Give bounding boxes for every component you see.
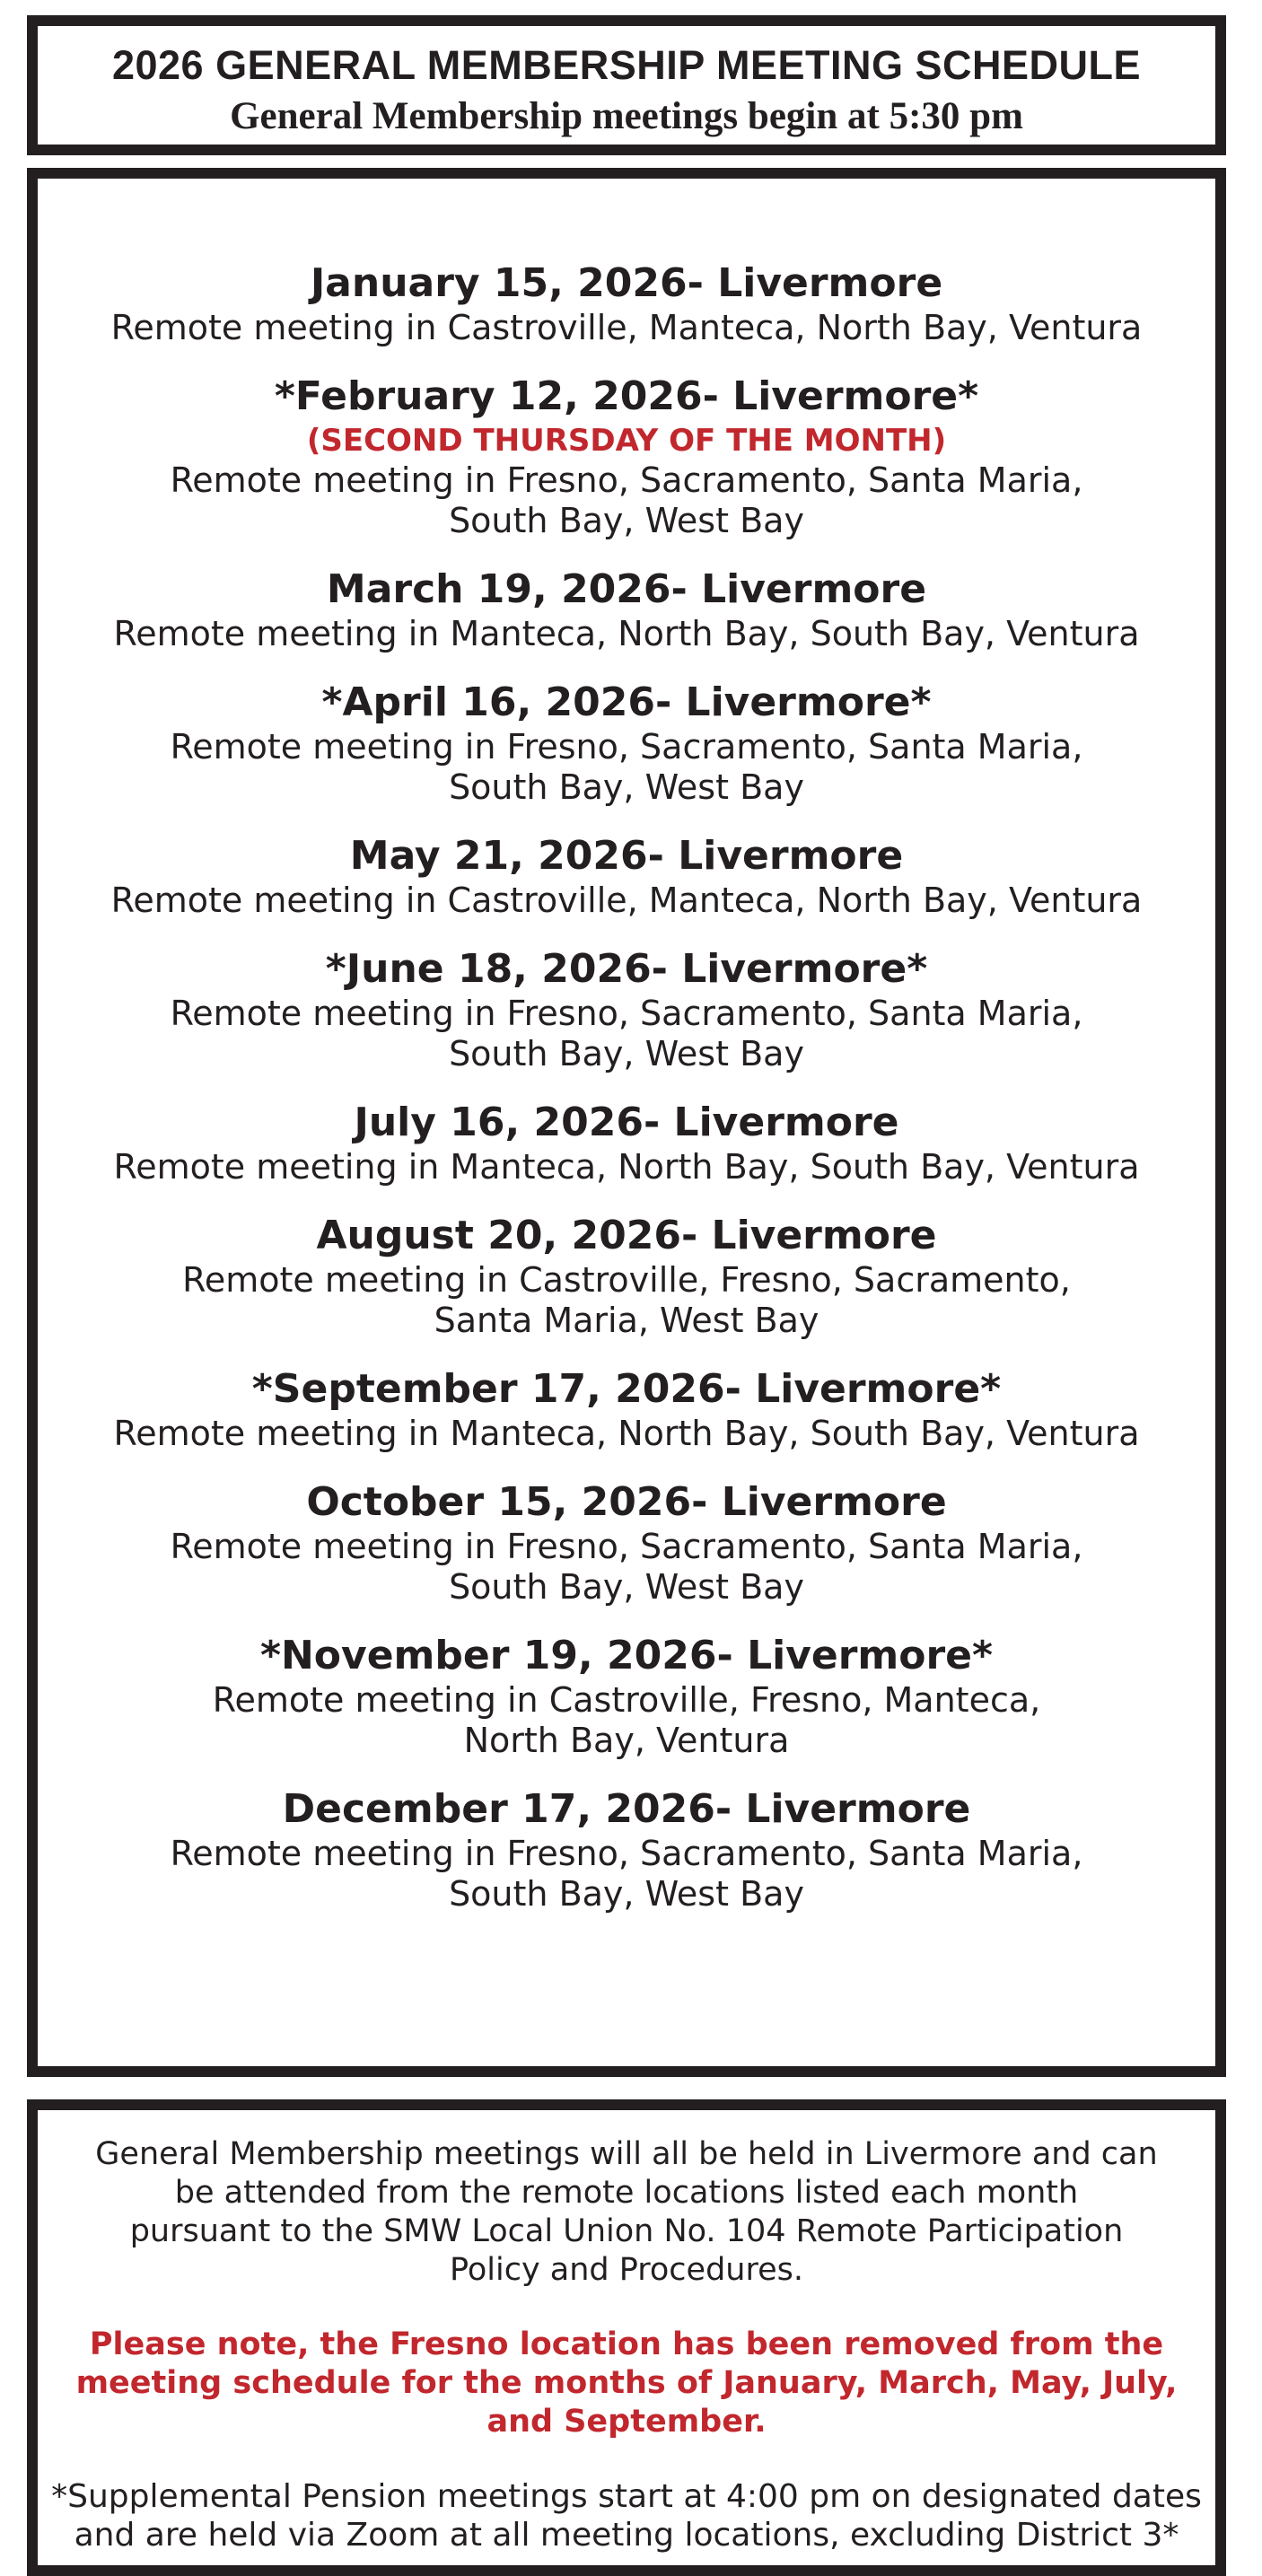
meeting-locations: Remote meeting in Manteca, North Bay, South Bay, Ventura <box>113 1414 1140 1453</box>
meeting-date: *April 16, 2026- Livermore* <box>321 679 932 725</box>
meeting-date: March 19, 2026- Livermore <box>326 566 927 612</box>
meeting-date: August 20, 2026- Livermore <box>316 1213 937 1258</box>
meeting-entry <box>38 1785 1215 1914</box>
meeting-locations: Remote meeting in Manteca, North Bay, South Bay, Ventura <box>113 1147 1140 1187</box>
meeting-entry <box>38 1099 1215 1187</box>
meeting-locations: Remote meeting in Castroville, Manteca, North Bay, Ventura <box>110 308 1143 347</box>
meeting-date: January 15, 2026- Livermore <box>310 260 943 306</box>
meeting-entry <box>38 679 1215 808</box>
schedule-box <box>27 168 1226 2077</box>
meeting-locations: Remote meeting in Fresno, Sacramento, Santa Maria, South Bay, West Bay <box>170 1834 1083 1914</box>
page-title: 2026 GENERAL MEMBERSHIP MEETING SCHEDULE <box>111 42 1142 88</box>
meeting-locations: Remote meeting in Castroville, Manteca, North Bay, Ventura <box>110 881 1143 920</box>
page-subtitle: General Membership meetings begin at 5:30 pm <box>230 95 1023 137</box>
meeting-entry <box>38 1212 1215 1341</box>
meeting-locations: Remote meeting in Manteca, North Bay, South Bay, Ventura <box>113 614 1140 653</box>
notes-warning: Please note, the Fresno location has been removed from the meeting schedule for the months of January, March, May, July, and September. <box>75 2326 1178 2440</box>
meeting-entry <box>38 1632 1215 1761</box>
meeting-entry <box>38 1478 1215 1608</box>
meeting-date: *November 19, 2026- Livermore* <box>259 1633 994 1678</box>
notes-supplemental: *Supplemental Pension meetings start at 4:00 pm on designated dates and are held via Zoom at all meeting locations, excluding District 3* <box>51 2478 1202 2554</box>
notes-box <box>27 2099 1226 2576</box>
meeting-date: July 16, 2026- Livermore <box>354 1100 899 1145</box>
header-box <box>27 15 1226 155</box>
meeting-entry <box>38 565 1215 654</box>
meeting-locations: Remote meeting in Fresno, Sacramento, Santa Maria, South Bay, West Bay <box>170 460 1083 540</box>
meeting-locations: Remote meeting in Fresno, Sacramento, Santa Maria, South Bay, West Bay <box>170 994 1083 1073</box>
meeting-entry <box>38 832 1215 921</box>
meeting-locations: Remote meeting in Castroville, Fresno, Manteca, North Bay, Ventura <box>212 1680 1041 1760</box>
meeting-date: *February 12, 2026- Livermore* <box>274 373 979 419</box>
meeting-locations: Remote meeting in Fresno, Sacramento, Santa Maria, South Bay, West Bay <box>170 1527 1083 1607</box>
meeting-locations: Remote meeting in Fresno, Sacramento, Santa Maria, South Bay, West Bay <box>170 727 1083 807</box>
meeting-date: May 21, 2026- Livermore <box>349 833 904 879</box>
notes-section <box>38 2135 1215 2554</box>
meeting-list <box>38 259 1215 1939</box>
meeting-date: *September 17, 2026- Livermore* <box>251 1366 1002 1412</box>
meeting-locations: Remote meeting in Castroville, Fresno, Sacramento, Santa Maria, West Bay <box>182 1260 1071 1340</box>
meeting-entry <box>38 945 1215 1074</box>
meeting-note: (SECOND THURSDAY OF THE MONTH) <box>306 423 947 459</box>
meeting-entry <box>38 1365 1215 1454</box>
meeting-date: December 17, 2026- Livermore <box>282 1786 971 1832</box>
meeting-date: *June 18, 2026- Livermore* <box>325 946 928 992</box>
meeting-entry <box>38 372 1215 541</box>
notes-info: General Membership meetings will all be held in Livermore and can be attended from the remote locations listed each month pursuant to the SMW Local Union No. 104 Remote Participation Policy and Procedures. <box>95 2136 1158 2288</box>
meeting-date: October 15, 2026- Livermore <box>306 1479 947 1525</box>
meeting-entry <box>38 259 1215 348</box>
